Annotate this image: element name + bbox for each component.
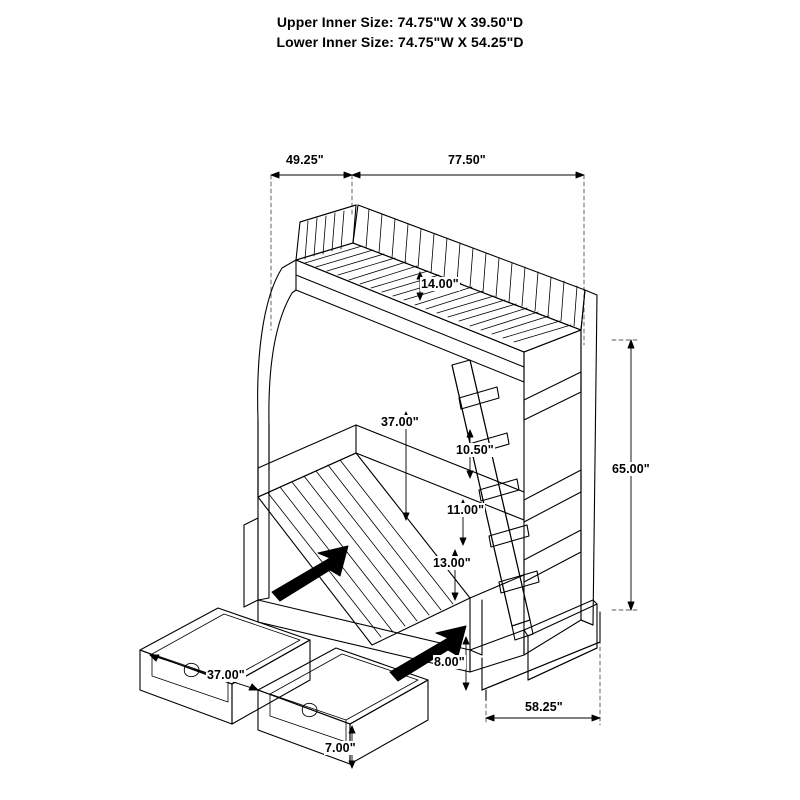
lower-inner-size-text: Lower Inner Size: 74.75"W X 54.25"D	[276, 34, 524, 50]
dim-ladder-step-width: 11.00"	[447, 503, 485, 517]
dim-upper-mattress-clearance: 37.00"	[381, 415, 419, 429]
dim-drawer-width: 37.00"	[207, 668, 245, 682]
dim-upper-rail-height: 14.00"	[421, 277, 459, 291]
dim-top-right-width: 77.50"	[448, 153, 486, 167]
dim-ladder-step-spacing: 10.50"	[456, 443, 494, 457]
dim-top-left-width: 49.25"	[286, 153, 324, 167]
dim-lower-clearance: 13.00"	[433, 556, 471, 570]
dim-drawer-clearance: 8.00"	[434, 655, 465, 669]
dim-drawer-height: 7.00"	[325, 741, 356, 755]
dim-base-depth: 58.25"	[525, 700, 563, 714]
upper-inner-size-text: Upper Inner Size: 74.75"W X 39.50"D	[276, 14, 524, 30]
dim-overall-height: 65.00"	[612, 462, 650, 476]
